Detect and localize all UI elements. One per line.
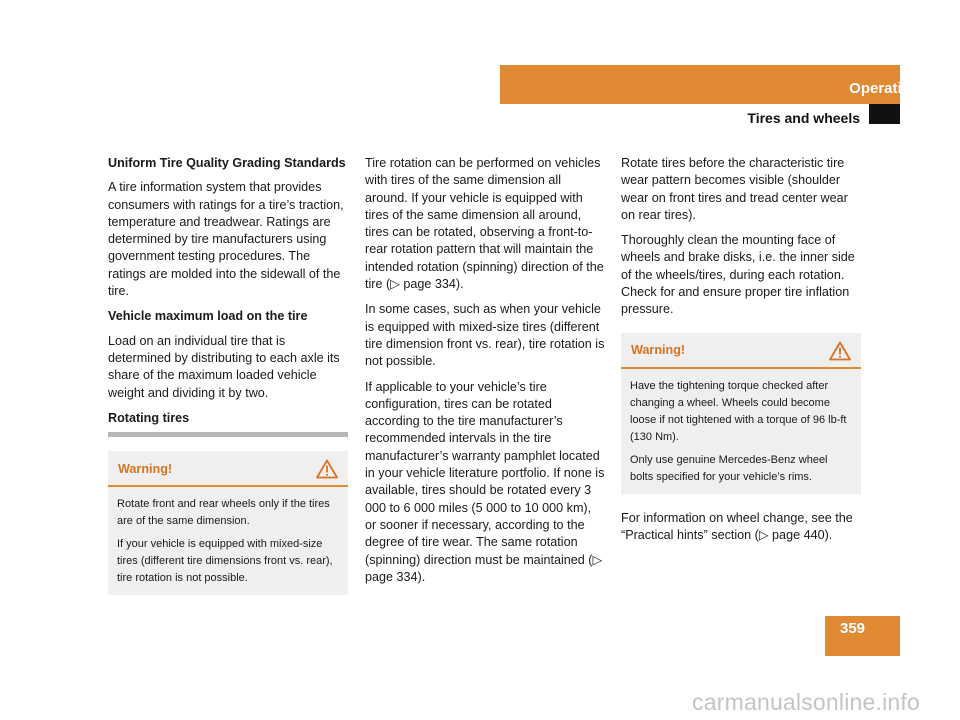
- header-tab-marker: [869, 104, 900, 124]
- watermark: carmanualsonline.info: [692, 689, 920, 715]
- page-number: 359: [840, 620, 866, 637]
- section-title: Operation: [849, 80, 920, 97]
- warning-box-rotation: [108, 451, 348, 595]
- heading-rotating-tires: Rotating tires: [108, 410, 190, 425]
- warning-body: [108, 487, 348, 595]
- subsection-title: Tires and wheels: [747, 110, 860, 126]
- section-rule: [108, 432, 348, 437]
- paragraph-utqg: A tire information system that provides consumers with ratings for a tire’s traction, temperature and treadwear. Ratings are determined by tire manufacturers using government testing procedures. The ratings are molded into the sidewall of the tire.: [108, 180, 344, 299]
- paragraph-mixed-size: In some cases, such as when your vehicle is equipped with mixed-size tires (different tire dimension front vs. rear), tire rotation is not possible.: [365, 302, 605, 369]
- warning-body: [621, 369, 861, 494]
- warning-title: Warning!: [118, 461, 173, 476]
- paragraph-rotation-intro: Tire rotation can be performed on vehicles with tires of the same dimension all around. If your vehicle is equipped with tires of the same dimension all around, tires can be rotated, observing a front-to-rear rotation pattern that will maintain the intended rotation (spinning) direction of the tire (▷ page 334).: [365, 156, 604, 292]
- column-3: [621, 155, 861, 552]
- warning-text-1: Rotate front and rear wheels only if the tires are of the same dimension.: [117, 498, 330, 528]
- paragraph-cleaning: Thoroughly clean the mounting face of wheels and brake disks, i.e. the inner side of the wheels/tires, during each rotation. Check for and ensure proper tire inflation pressure.: [621, 233, 855, 317]
- paragraph-max-load: Load on an individual tire that is determined by distributing to each axle its share of the maximum loaded vehicle weight and dividing it by two.: [108, 333, 340, 400]
- paragraph-wheel-change: For information on wheel change, see the “Practical hints” section (▷ page 440).: [621, 510, 853, 542]
- warning-header: [108, 451, 348, 487]
- paragraph-rotation-interval: If applicable to your vehicle’s tire configuration, tires can be rotated according to the tire manufacturer’s recommended intervals in the tire manufacturer’s warranty pamphlet located in your vehicle literature portfolio. If none is available, tires should be rotated every 3 000 to 6 000 miles (5 000 to 10 000 km), or sooner if necessary, according to the degree of tire wear. The same rotation (spinning) direction must be maintained (▷ page 334).: [365, 379, 605, 584]
- warning-text-2: Only use genuine Mercedes-Benz wheel bolts specified for your vehicle’s rims.: [630, 453, 828, 483]
- heading-utqg: Uniform Tire Quality Grading Standards: [108, 156, 346, 170]
- warning-box-torque: [621, 333, 861, 494]
- warning-header: [621, 333, 861, 369]
- column-1: [108, 155, 348, 595]
- warning-text-1: Have the tightening torque checked after changing a wheel. Wheels could become loose if not tightened with a torque of 96 lb-ft (130 Nm).: [630, 379, 847, 443]
- heading-max-load: Vehicle maximum load on the tire: [108, 309, 308, 324]
- header-bar: [500, 65, 900, 104]
- warning-title: Warning!: [631, 343, 686, 358]
- column-2: [365, 155, 605, 594]
- warning-triangle-icon: [316, 459, 338, 479]
- warning-text-2: If your vehicle is equipped with mixed-size tires (different tire dimensions front vs. rear), tire rotation is not possible.: [117, 538, 333, 585]
- paragraph-wear-pattern: Rotate tires before the characteristic tire wear pattern becomes visible (shoulder wear on front tires and tread center wear on rear tires).: [621, 156, 848, 222]
- warning-triangle-icon: [829, 341, 851, 361]
